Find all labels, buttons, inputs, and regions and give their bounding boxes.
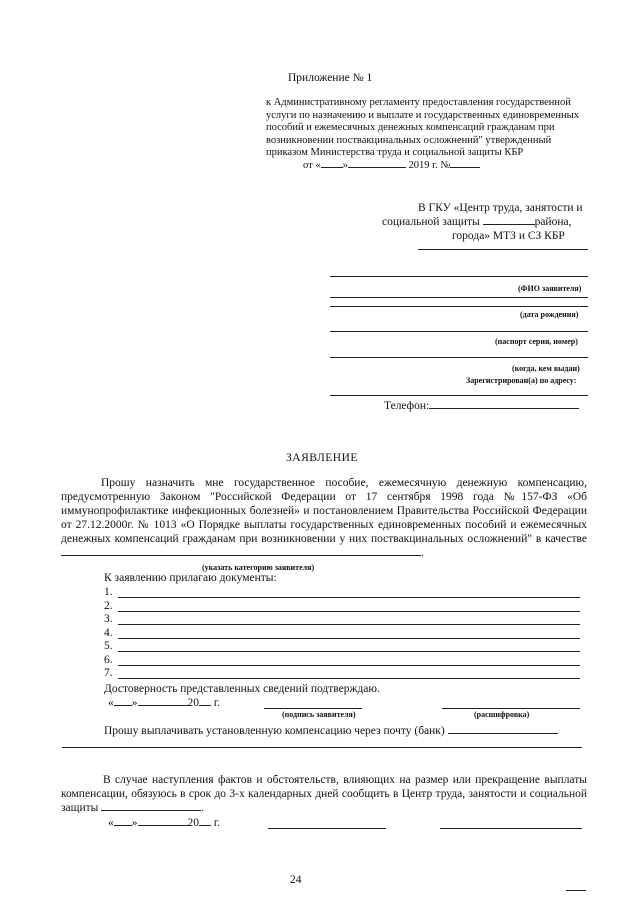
pay-via-line bbox=[62, 747, 582, 748]
signature-line bbox=[264, 708, 362, 709]
annex-line: услуги по назначению и выплате и государственных единовременных bbox=[266, 109, 579, 121]
statement-heading: ЗАЯВЛЕНИЕ bbox=[286, 452, 358, 464]
corner-mark bbox=[566, 890, 586, 891]
recipient-line-3: города» МТЗ и СЗ КБР bbox=[452, 230, 565, 242]
birth-hint: (дата рождения) bbox=[520, 310, 579, 319]
pay-via-row: Прошу выплачивать установленную компенсацию через почту (банк) bbox=[104, 724, 558, 738]
obligation-date: « » 20 г. bbox=[108, 817, 221, 829]
doc-item: 2. bbox=[104, 599, 584, 613]
issued-line bbox=[330, 357, 588, 358]
doc-item: 7. bbox=[104, 666, 584, 680]
registered-label: Зарегистрирован(а) по адресу: bbox=[466, 376, 577, 385]
birth-line bbox=[330, 306, 588, 307]
obligation-decode-line bbox=[440, 828, 582, 829]
annex-line: пособий и ежемесячных денежных компенсаций гражданам при bbox=[266, 122, 555, 133]
decode-line bbox=[442, 708, 580, 709]
doc-item: 6. bbox=[104, 653, 584, 667]
doc-item: 3. bbox=[104, 612, 584, 626]
docs-list bbox=[104, 585, 584, 680]
doc-item: 5. bbox=[104, 639, 584, 653]
signature-hint: (подпись заявителя) bbox=[282, 710, 356, 719]
doc-item: 4. bbox=[104, 626, 584, 640]
annex-title: Приложение № 1 bbox=[288, 72, 373, 84]
recipient-underline bbox=[418, 249, 588, 250]
confirm-text: Достоверность представленных сведений подтверждаю. bbox=[104, 683, 380, 695]
issued-hint: (когда, кем выдан) bbox=[512, 364, 580, 373]
fio-hint: (ФИО заявителя) bbox=[518, 284, 582, 293]
recipient-line-1: В ГКУ «Центр труда, занятости и bbox=[418, 202, 583, 214]
fio-line-2 bbox=[330, 297, 588, 298]
fio-line-1 bbox=[330, 276, 588, 277]
obligation-signature-line bbox=[268, 828, 386, 829]
phone-row bbox=[384, 399, 579, 413]
recipient-line-2: социальной защиты района, bbox=[382, 216, 572, 228]
annex-text bbox=[266, 97, 596, 160]
category-hint: (указать категорию заявителя) bbox=[202, 563, 315, 572]
annex-line: к Административному регламенту предоставления государственной bbox=[266, 97, 571, 108]
annex-line: возникновении поствакцинальных осложнений" утвержденный bbox=[266, 134, 552, 146]
annex-date: от « » 2019 г. № bbox=[303, 160, 480, 173]
docs-title: К заявлению прилагаю документы: bbox=[104, 572, 277, 584]
page-number: 24 bbox=[290, 874, 302, 886]
confirm-date: « » 20 г. bbox=[108, 697, 221, 709]
paragraph-obligation: В случае наступления фактов и обстоятельств, влияющих на размер или прекращение выплаты компенсации, обязуюсь в срок до 3-х календарных дней сообщить в Центр труда, занятости и социальной защиты . bbox=[61, 774, 587, 814]
passport-line bbox=[330, 331, 588, 332]
decode-hint: (расшифровка) bbox=[474, 710, 530, 719]
address-line bbox=[330, 395, 588, 396]
paragraph-request: Прошу назначить мне государственное пособие, ежемесячную денежную компенсацию, предусмотренную Законом "Российской Федерации от 17 сентября 1998 года №157-ФЗ «Об иммунопрофилактике инфекционных болезней» и постановлением Правительства Российской Федерации от 27.12.2000г. № 1013 «О Порядке выплаты государственных единовременных пособий и ежемесячных денежных компенсаций гражданам при возникновении у них поствакцинальных осложнений" в качестве . bbox=[61, 477, 587, 559]
phone-label: Телефон: bbox=[384, 400, 430, 412]
doc-item: 1. bbox=[104, 585, 584, 599]
passport-hint: (паспорт серия, номер) bbox=[495, 337, 578, 346]
annex-line: приказом Министерства труда и социальной защиты КБР bbox=[266, 147, 524, 158]
